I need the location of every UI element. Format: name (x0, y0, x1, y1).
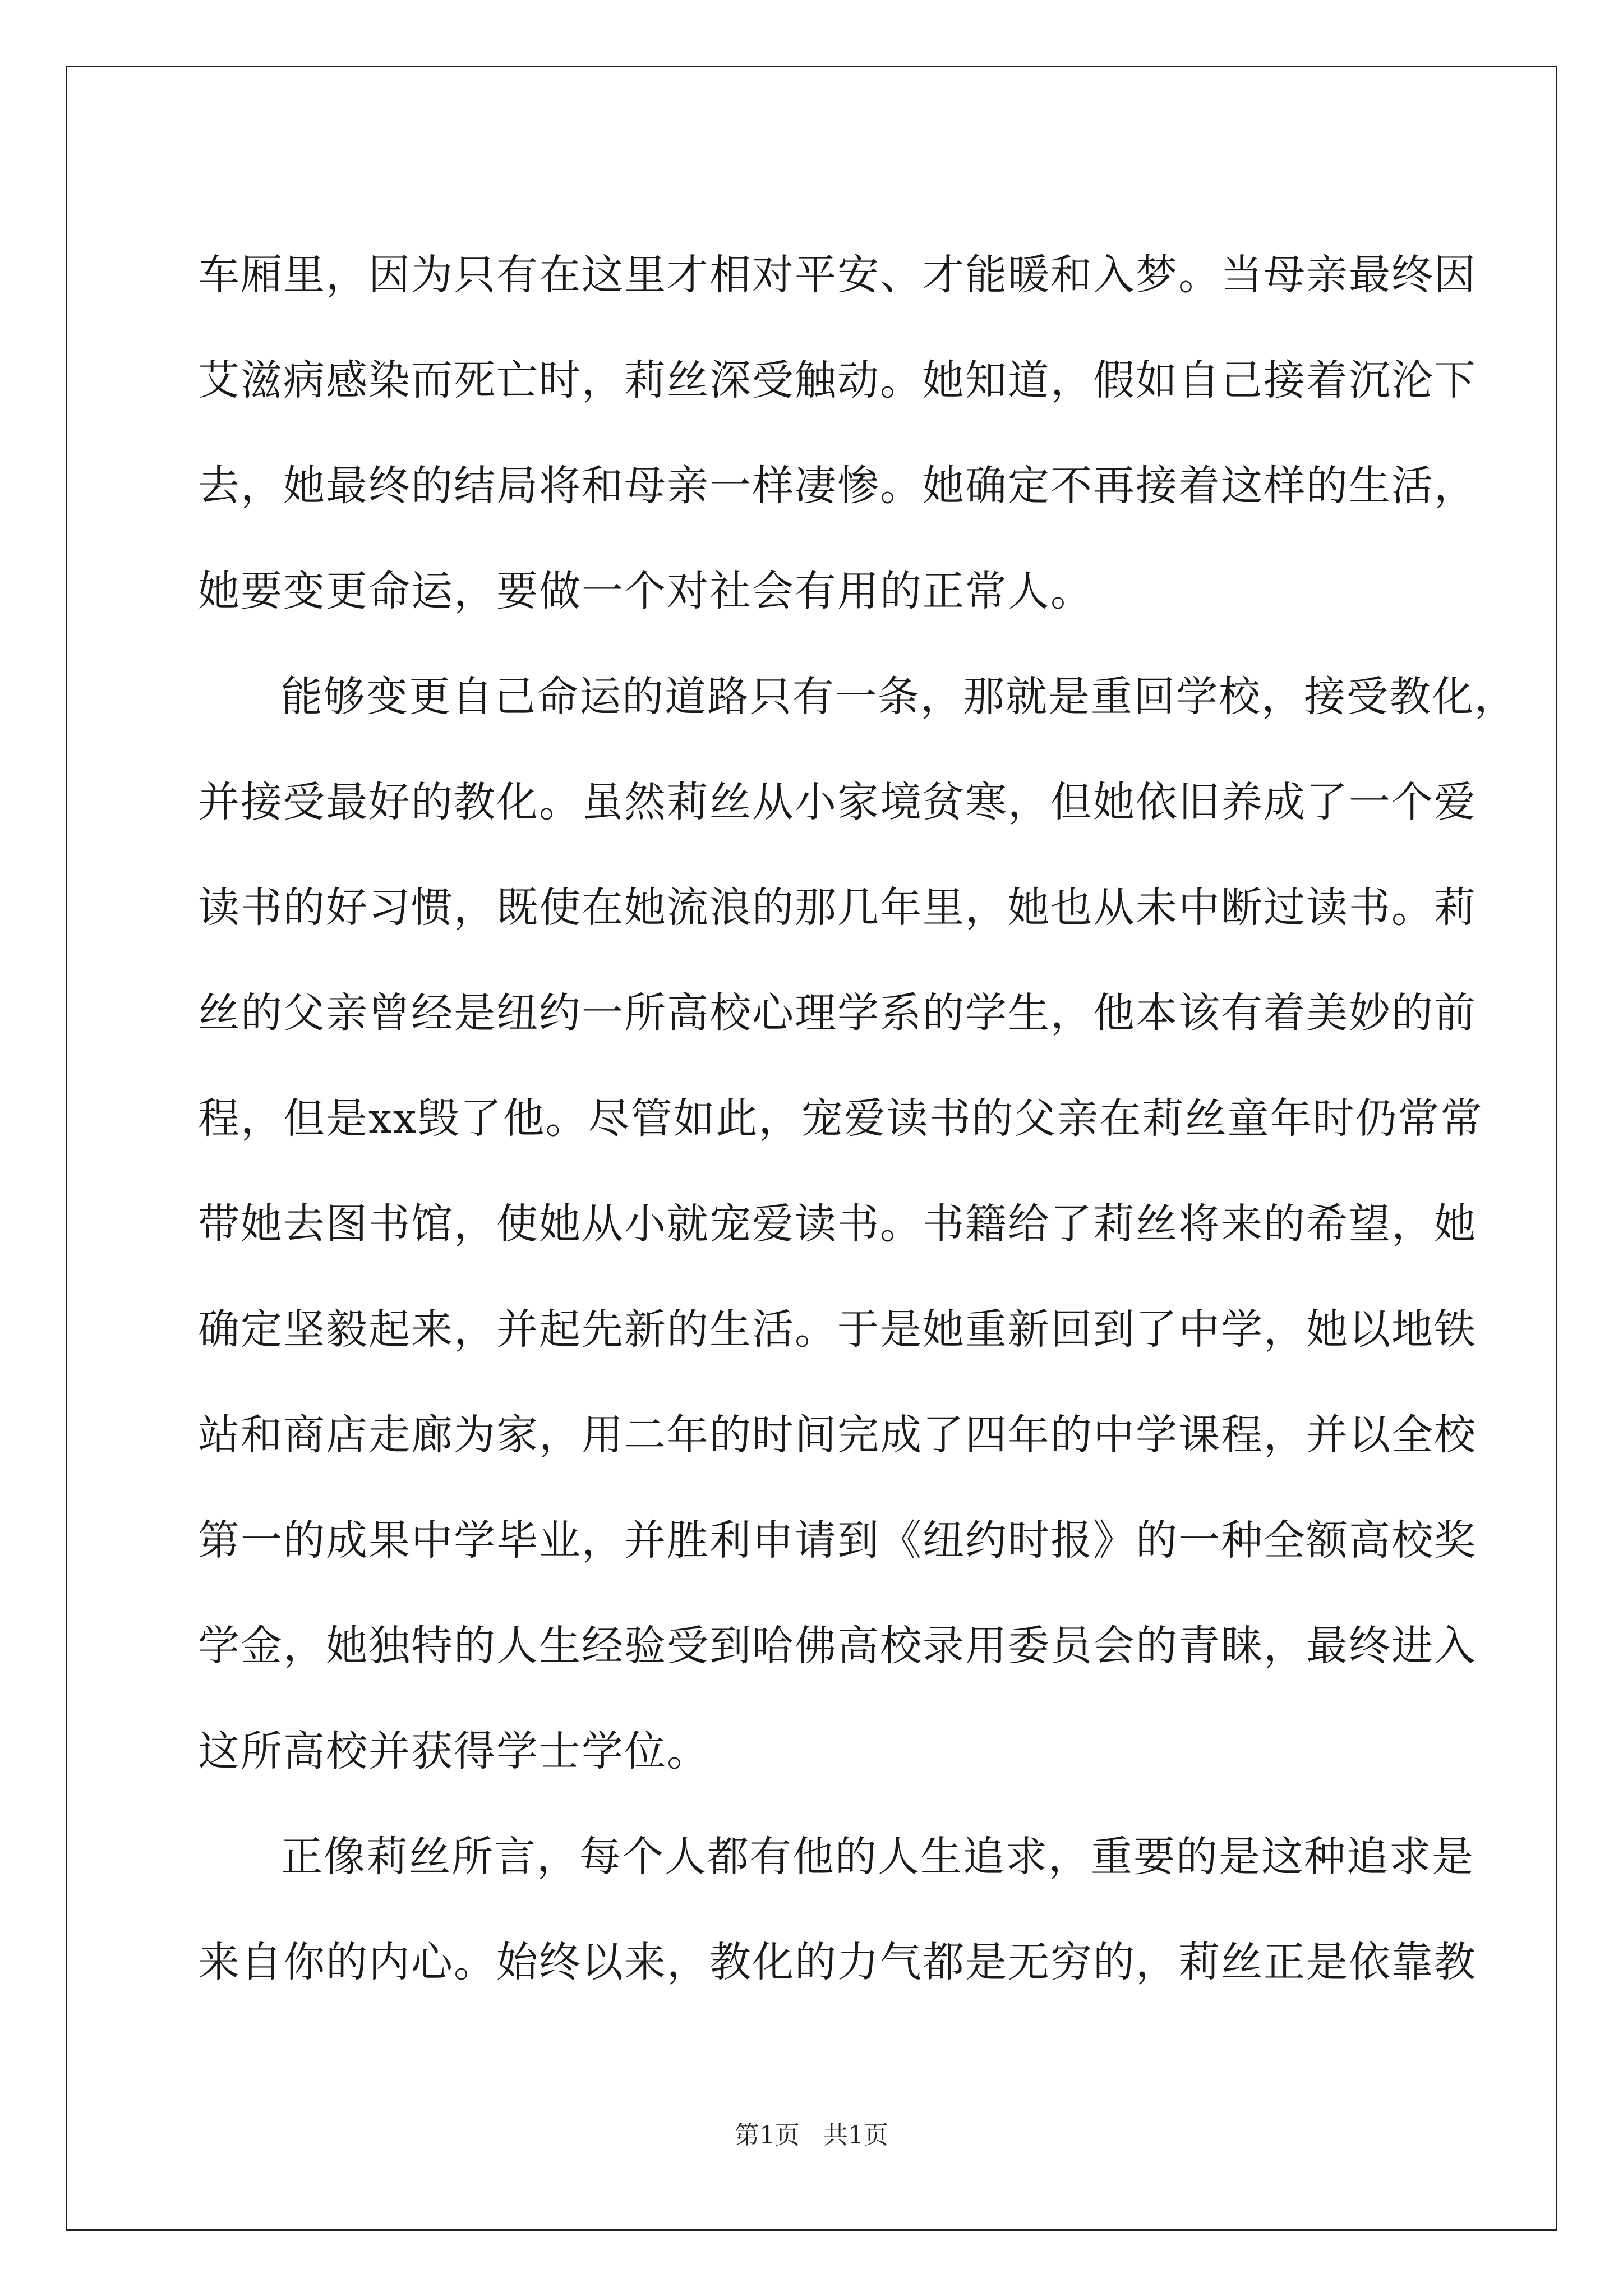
text-line: 这所高校并获得学士学位。 (198, 1727, 709, 1775)
document-body (198, 219, 1517, 2012)
page-footer (0, 2115, 1623, 2151)
text-line: 第一的成果中学毕业，并胜利申请到《纽约时报》的一种全额高校奖 (198, 1516, 1477, 1565)
text-line: 带她去图书馆，使她从小就宠爱读书。书籍给了莉丝将来的希望，她 (198, 1200, 1477, 1248)
text-line: 丝的父亲曾经是纽约一所高校心理学系的学生，他本该有着美妙的前 (198, 989, 1477, 1037)
page-total: 共1页 (823, 2121, 888, 2150)
text-line: 来自你的内心。始终以来，教化的力气都是无穷的，莉丝正是依靠教 (198, 1938, 1477, 1986)
text-line: 去，她最终的结局将和母亲一样凄惨。她确定不再接着这样的生活， (198, 462, 1477, 510)
text-line: 能够变更自己命运的道路只有一条，那就是重回学校，接受教化， (281, 673, 1517, 721)
text-line: 她要变更命运，要做一个对社会有用的正常人。 (198, 567, 1093, 615)
text-line: 车厢里，因为只有在这里才相对平安、才能暖和入梦。当母亲最终因 (198, 251, 1477, 299)
text-line: 站和商店走廊为家，用二年的时间完成了四年的中学课程，并以全校 (198, 1411, 1477, 1459)
text-line: 学金，她独特的人生经验受到哈佛高校录用委员会的青睐，最终进入 (198, 1622, 1477, 1670)
text-line: 读书的好习惯，既使在她流浪的那几年里，她也从未中断过读书。莉 (198, 884, 1477, 932)
page-number: 第1页 (735, 2121, 800, 2150)
text-line: 程，但是xx毁了他。尽管如此，宠爱读书的父亲在莉丝童年时仍常常 (198, 1094, 1483, 1143)
text-line: 确定坚毅起来，并起先新的生活。于是她重新回到了中学，她以地铁 (198, 1305, 1477, 1354)
text-line: 并接受最好的教化。虽然莉丝从小家境贫寒，但她依旧养成了一个爱 (198, 778, 1477, 826)
text-line: 艾滋病感染而死亡时，莉丝深受触动。她知道，假如自己接着沉沦下 (198, 356, 1477, 404)
text-line: 正像莉丝所言，每个人都有他的人生追求，重要的是这种追求是 (281, 1833, 1474, 1881)
